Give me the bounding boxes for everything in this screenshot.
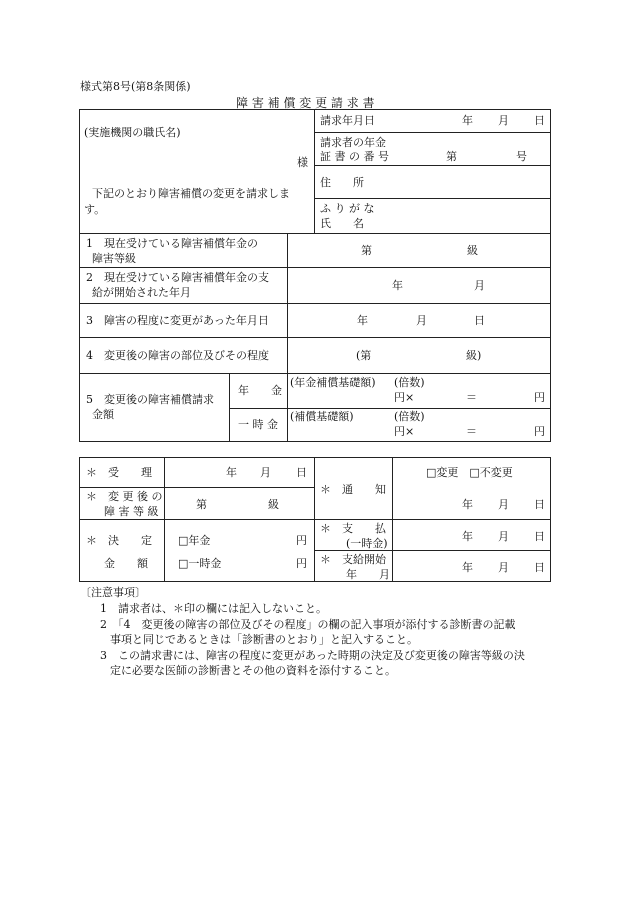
decision-label-line1: ＊ 決 定 [86, 534, 152, 547]
changed-grade-label-line2: 障 害 等 級 [104, 505, 159, 518]
payment-start-label-line1: ＊ 支給開始 [320, 553, 386, 566]
request-date-month: 月 [498, 114, 509, 127]
pension-checkbox-option: □年金 [178, 534, 211, 547]
request-date-year: 年 [462, 114, 473, 127]
pension-yen: 円 [534, 391, 545, 404]
grade-dai: 第 [196, 498, 207, 511]
note-1: 1 請求者は、＊印の欄には記入しないこと。 [100, 602, 327, 615]
payment-label-line1: ＊ 支 払 [320, 522, 386, 535]
item3-month: 月 [416, 314, 427, 327]
changed-grade-label-line1: ＊ 変 更 後 の [86, 490, 163, 503]
furigana-label: ふ り が な [320, 202, 375, 215]
item1-label-line1: 1 現在受けている障害補償年金の [86, 237, 258, 250]
notes-heading: 〔注意事項〕 [80, 586, 146, 599]
lump-yen: 円 [534, 425, 545, 438]
pension-cert-go: 号 [516, 150, 527, 163]
item2-month: 月 [474, 279, 485, 292]
pension-label: 年 金 [238, 384, 282, 397]
receipt-day: 日 [296, 466, 307, 479]
note-3-line1: 3 この請求書には、障害の程度に変更があった時期の決定及び変更後の障害等級の決 [100, 649, 525, 662]
lump-multiplier-label: (倍数) [394, 410, 425, 423]
item3-label: 3 障害の程度に変更があった年月日 [86, 314, 269, 327]
note-2-line2: 事項と同じであるときは「診断書のとおり」と記入すること。 [110, 633, 418, 646]
pension-cert-label-line1: 請求者の年金 [320, 136, 386, 149]
start-day: 日 [534, 561, 545, 574]
pension-cert-dai: 第 [446, 150, 457, 163]
receipt-month: 月 [260, 466, 271, 479]
request-statement-line1: 下記のとおり障害補償の変更を請求しま [92, 187, 290, 200]
name-label: 氏 名 [320, 217, 364, 230]
item2-year: 年 [392, 279, 403, 292]
pension-equals: ＝ [466, 391, 477, 404]
note-2-line1: 2 「4 変更後の障害の部位及びその程度」の欄の記入事項が添付する診断書の記載 [100, 618, 516, 631]
lump-yen-unit: 円 [296, 557, 307, 570]
payment-month: 月 [498, 530, 509, 543]
start-year: 年 [462, 561, 473, 574]
receipt-label: ＊ 受 理 [86, 466, 152, 479]
item2-label-line1: 2 現在受けている障害補償年金の支 [86, 271, 269, 284]
item4-dai: (第 [356, 349, 372, 362]
grade-kyu: 級 [268, 498, 279, 511]
form-number: 様式第8号(第8条関係) [80, 80, 191, 93]
item4-label: 4 変更後の障害の部位及びその程度 [86, 349, 269, 362]
notice-label: ＊ 通 知 [320, 483, 386, 496]
pension-cert-label-line2: 証 書 の 番 号 [320, 150, 389, 163]
payment-start-label-line2: 年 月 [346, 568, 390, 581]
lump-base-label: (補償基礎額) [290, 410, 354, 423]
item5-label-line1: 5 変更後の障害補償請求 [86, 393, 214, 406]
page-title: 障 害 補 償 変 更 請 求 書 [236, 96, 375, 110]
request-statement-line2: す。 [84, 203, 106, 216]
payment-year: 年 [462, 530, 473, 543]
notice-day: 日 [534, 498, 545, 511]
item5-label-line2: 金額 [92, 408, 114, 421]
request-date-day: 日 [534, 114, 545, 127]
pension-base-label: (年金補償基礎額) [290, 376, 376, 389]
start-month: 月 [498, 561, 509, 574]
lump-sum-label: 一 時 金 [238, 418, 278, 431]
change-options: □変更 □不変更 [426, 466, 513, 479]
notice-year: 年 [462, 498, 473, 511]
item1-label-line2: 障害等級 [92, 252, 136, 265]
pension-multiplier-label: (倍数) [394, 376, 425, 389]
payment-label-line2: (一時金) [346, 537, 388, 550]
agency-label: (実施機関の職氏名) [84, 126, 181, 139]
request-date-label: 請求年月日 [320, 114, 375, 127]
lump-checkbox-option: □一時金 [178, 557, 222, 570]
receipt-year: 年 [226, 466, 237, 479]
address-label: 住 所 [320, 176, 364, 189]
notice-month: 月 [498, 498, 509, 511]
payment-day: 日 [534, 530, 545, 543]
lump-yen-times: 円× [394, 425, 415, 438]
honorific-sama: 様 [297, 156, 308, 169]
note-3-line2: 定に必要な医師の診断書とその他の資料を添付すること。 [110, 664, 396, 677]
lump-equals: ＝ [466, 425, 477, 438]
pension-yen-unit: 円 [296, 534, 307, 547]
item4-kyu: 級) [466, 349, 482, 362]
item3-day: 日 [474, 314, 485, 327]
item2-label-line2: 給が開始された年月 [92, 286, 191, 299]
decision-label-line2: 金 額 [104, 557, 148, 570]
item1-dai: 第 [361, 244, 372, 257]
item3-year: 年 [357, 314, 368, 327]
pension-yen-times: 円× [394, 391, 415, 404]
item1-kyu: 級 [467, 244, 478, 257]
